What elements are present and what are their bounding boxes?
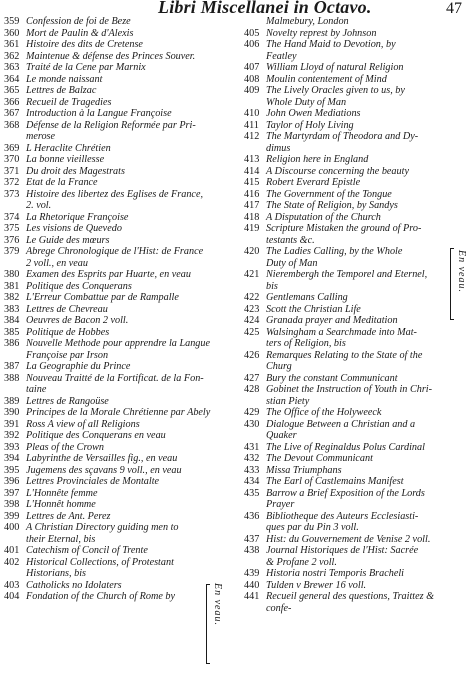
catalog-entry [244, 304, 446, 316]
entry-title: Hist: du Gouvernement de Venise 2 voll. [266, 533, 431, 545]
entry-title: Recueil general des questions, Traittez & confe- [266, 591, 435, 614]
entry-title: Recueil de Tragedies [26, 96, 112, 108]
catalog-entry [244, 350, 446, 373]
entry-title: Le Guide des mœurs [26, 234, 110, 246]
entry-title: The Office of the Holyweeck [266, 407, 382, 418]
entry-number: 402 [4, 556, 20, 568]
entry-title: The Government of the Tongue [266, 188, 392, 200]
entry-number: 439 [244, 568, 260, 579]
entry-title: Confession de foi de Beze [26, 16, 131, 27]
entry-number: 414 [244, 165, 260, 177]
catalog-entry [244, 465, 446, 477]
entry-title: L'Honnêt homme [26, 499, 96, 510]
catalog-entry [244, 177, 446, 189]
entry-number: 440 [244, 579, 260, 591]
entry-number: 376 [4, 234, 20, 246]
entry-number: 375 [4, 223, 20, 234]
catalog-entry [244, 384, 446, 407]
entry-title: Catechism of Concil of Trente [26, 545, 148, 556]
catalog-entry [4, 166, 228, 178]
entry-title: The Ladies Calling, by the Whole Duty of Man [266, 246, 403, 269]
catalog-entry [4, 476, 228, 488]
entry-title: A Disputation of the Church [266, 211, 381, 223]
catalog-entry [4, 177, 228, 189]
catalog-entry [244, 39, 446, 62]
entry-title: Granada prayer and Meditation [266, 315, 398, 326]
entry-title: Ross A view of all Religions [26, 418, 140, 430]
catalog-entry [4, 591, 228, 603]
entry-title: Journal Historiques de l'Hist: Sacrée & Profane 2 voll. [266, 545, 419, 568]
entry-title: La bonne vieillesse [26, 154, 105, 165]
entry-number: 415 [244, 177, 260, 188]
catalog-entry [244, 246, 446, 269]
entry-number: 388 [4, 372, 20, 384]
catalog-entry [4, 51, 228, 63]
entry-title: The Lively Oracles given to us, by Whole Duty of Man [266, 85, 405, 108]
catalog-entry [4, 62, 228, 74]
catalog-entry [4, 39, 228, 51]
entry-title: Histoire des dits de Cretense [26, 39, 143, 50]
entry-number: 395 [4, 464, 20, 476]
catalog-entry [4, 453, 228, 465]
catalog-entry [4, 223, 228, 235]
entry-title: La Rhetorique Françoise [26, 211, 129, 223]
catalog-entry [4, 269, 228, 281]
catalog-entry [4, 522, 228, 545]
entry-number: 409 [244, 85, 260, 96]
catalog-entry [244, 442, 446, 454]
entry-title: Politique des Conquerans [26, 280, 132, 292]
catalog-entry [244, 476, 446, 488]
catalog-entry [244, 407, 446, 419]
entry-number: 370 [4, 154, 20, 165]
catalog-entry [244, 189, 446, 201]
catalog-entry [244, 292, 446, 304]
entry-number: 405 [244, 27, 260, 39]
entry-number: 379 [4, 246, 20, 257]
entry-number: 365 [4, 85, 20, 96]
entry-number: 425 [244, 326, 260, 338]
catalog-entry [244, 131, 446, 154]
catalog-entry [244, 419, 446, 442]
catalog-entry [4, 281, 228, 293]
catalog-entry [4, 315, 228, 327]
entry-title: Politique de Hobbes [26, 326, 110, 338]
entry-title: John Owen Mediations [266, 108, 361, 119]
entry-title: Mort de Paulin & d'Alexis [26, 27, 134, 39]
catalog-entry [244, 154, 446, 166]
catalog-entry [244, 315, 446, 327]
catalog-entry [4, 28, 228, 40]
entry-title: Scripture Mistaken the ground of Pro- testants &c. [266, 223, 422, 246]
entry-number: 386 [4, 338, 20, 349]
catalog-entry [244, 511, 446, 534]
entry-number: 427 [244, 372, 260, 384]
entry-title: L'Erreur Combattue par de Rampalle [26, 292, 179, 303]
catalog-entry [244, 580, 446, 592]
catalog-entry [4, 246, 228, 269]
entry-number: 359 [4, 16, 20, 27]
entry-number: 381 [4, 280, 20, 292]
entry-number: 363 [4, 62, 20, 73]
catalog-entry [244, 223, 446, 246]
catalog-entry [4, 16, 228, 28]
entry-number: 433 [244, 464, 260, 476]
entry-title: The Martyrdam of Theodora and Dy- dimus [266, 131, 419, 154]
catalog-entry [4, 511, 228, 523]
entry-title: Bury the constant Communicant [266, 372, 398, 384]
entry-title: Histoire des libertez des Eglises de France, 2. vol. [26, 188, 204, 211]
catalog-entry [244, 269, 446, 292]
entry-title: Scott the Christian Life [266, 303, 361, 315]
catalog-entry [4, 545, 228, 557]
entry-number: 394 [4, 453, 20, 464]
catalog-entry [244, 212, 446, 224]
catalog-entry [244, 534, 446, 546]
entry-title: Nouveau Traitté de la Fortificat. de la Fon- taine [26, 372, 204, 395]
right-brace [450, 248, 454, 320]
entry-title: The Hand Maid to Devotion, by Featley [266, 39, 396, 62]
catalog-entry [4, 327, 228, 339]
catalog-entry [4, 419, 228, 431]
entry-number: 373 [4, 188, 20, 200]
entry-number: 380 [4, 269, 20, 280]
catalog-entry [244, 568, 446, 580]
entry-number: 441 [244, 591, 260, 602]
catalog-entry [4, 580, 228, 592]
entry-title: Moulin contentement of Mind [266, 73, 387, 85]
entry-title: Introduction à la Langue Françoise [26, 108, 172, 119]
catalog-entry [4, 499, 228, 511]
entry-title: A Christian Directory guiding men to their Eternal, bis [26, 522, 179, 545]
catalog-entry [244, 85, 446, 108]
entry-number: 374 [4, 211, 20, 223]
entry-title: Dialogue Between a Christian and a Quaker [266, 418, 416, 441]
entry-number: 411 [244, 119, 259, 131]
entry-number: 404 [4, 591, 20, 602]
catalog-entry [4, 407, 228, 419]
catalog-entry [4, 430, 228, 442]
entry-number: 429 [244, 407, 260, 418]
entry-number: 400 [4, 522, 20, 533]
catalog-entry [244, 200, 446, 212]
catalog-entry [244, 591, 446, 614]
entry-number: 418 [244, 211, 260, 223]
entry-title: L Heraclite Chrétien [26, 142, 111, 154]
page-number: 47 [446, 0, 462, 17]
catalog-entry [4, 361, 228, 373]
entry-title: Novelty represt by Johnson [266, 27, 377, 39]
entry-title: Labyrinthe de Versailles fig., en veau [26, 453, 178, 464]
entry-title: Robert Everard Epistle [266, 177, 361, 188]
entry-number: 367 [4, 108, 20, 119]
entry-number: 438 [244, 545, 260, 556]
entry-title: Abrege Chronologique de l'Hist: de France 2 voll., en veau [26, 246, 204, 269]
entry-title: L'Honnête femme [26, 487, 98, 499]
catalog-entry [4, 154, 228, 166]
entry-title: William Lloyd of natural Religion [266, 62, 404, 73]
entry-number: 399 [4, 510, 20, 522]
entry-number: 371 [4, 165, 20, 177]
entry-number: 432 [244, 453, 260, 464]
catalog-entry [4, 108, 228, 120]
entry-number: 408 [244, 73, 260, 85]
entry-number: 437 [244, 533, 260, 545]
left-bracket-note: En veau. [212, 583, 223, 626]
catalog-entry [4, 396, 228, 408]
catalog-entry [244, 74, 446, 86]
entry-number: 426 [244, 349, 260, 361]
entry-number: 401 [4, 545, 20, 556]
entry-number: 417 [244, 200, 260, 211]
entry-number: 431 [244, 441, 260, 453]
entry-number: 436 [244, 510, 260, 522]
catalog-entry [4, 557, 228, 580]
entry-title: Défense de la Religion Reformée par Pri- merose [26, 119, 196, 142]
catalog-entry [4, 338, 228, 361]
catalog-entry [244, 488, 446, 511]
right-bracket-note: En veau. [456, 250, 467, 293]
entry-number: 389 [4, 395, 20, 407]
entry-number: 424 [244, 315, 260, 326]
entry-number: 366 [4, 96, 20, 108]
entry-title: Tulden v Brewer 16 voll. [266, 579, 367, 591]
catalog-entry [244, 166, 446, 178]
page-title: Libri Miscellanei in Octavo. [158, 0, 372, 17]
catalog-entry [4, 212, 228, 224]
entry-number: 391 [4, 418, 20, 430]
entry-title: Bibliotheque des Auteurs Ecclesiasti- ques par du Pin 3 voll. [266, 510, 419, 533]
entry-number: 369 [4, 142, 20, 154]
catalog-entry [4, 85, 228, 97]
entry-title: Historical Collections, of Protestant Historians, bis [26, 556, 174, 579]
catalog-entry [4, 74, 228, 86]
entry-number: 396 [4, 476, 20, 487]
entry-title: A Discourse concerning the beauty [266, 165, 409, 177]
catalog-entry [244, 108, 446, 120]
catalog-entry [244, 327, 446, 350]
entry-number: 390 [4, 407, 20, 418]
entry-number: 434 [244, 476, 260, 487]
entry-number: 421 [244, 269, 260, 280]
entry-title: The Live of Reginaldus Polus Cardinal [266, 441, 425, 453]
catalog-entry [244, 28, 446, 40]
entry-title: The State of Religion, by Sandys [266, 200, 398, 211]
entry-number: 413 [244, 154, 260, 165]
entry-title: Walsingham a Searchmade into Mat- ters of Religion, bis [266, 326, 417, 349]
entry-number: 393 [4, 441, 20, 453]
entry-title: The Earl of Castlemains Manifest [266, 476, 404, 487]
entry-number: 435 [244, 487, 260, 499]
entry-number: 406 [244, 39, 260, 50]
entry-title: Religion here in England [266, 154, 369, 165]
entry-number: 410 [244, 108, 260, 119]
entry-number: 407 [244, 62, 260, 73]
entry-title: Taylor of Holy Living [266, 119, 354, 131]
entry-number: 430 [244, 418, 260, 430]
entry-title: Politique des Conquerans en veau [26, 430, 166, 441]
entry-number: 385 [4, 326, 20, 338]
entry-title: Lettres de Rangoüse [26, 395, 109, 407]
catalog-entry [244, 120, 446, 132]
entry-number: 372 [4, 177, 20, 188]
entry-number: 362 [4, 50, 20, 62]
entry-title: Lettres de Balzac [26, 85, 97, 96]
entry-title: Examen des Esprits par Huarte, en veau [26, 269, 191, 280]
entry-number: 361 [4, 39, 20, 50]
entry-number: 416 [244, 188, 260, 200]
entry-title: Jugemens des sçavans 9 voll., en veau [26, 464, 182, 476]
entry-title: Les visions de Quevedo [26, 223, 122, 234]
catalog-entry [4, 373, 228, 396]
entry-title: Maintenue & défense des Princes Souver. [26, 50, 196, 62]
catalog-entry [4, 304, 228, 316]
entry-title: Malmebury, London [266, 16, 349, 27]
entry-number: 422 [244, 292, 260, 303]
right-column [244, 16, 446, 614]
entry-number: 398 [4, 499, 20, 510]
entry-title: Fondation of the Church of Rome by [26, 591, 176, 602]
entry-number: 387 [4, 361, 20, 372]
entry-title: Le monde naissant [26, 73, 103, 85]
entry-number: 384 [4, 315, 20, 326]
catalog-entry [4, 189, 228, 212]
entry-title: Remarques Relating to the State of the Churg [266, 349, 423, 372]
catalog-entry [244, 373, 446, 385]
catalog-entry [4, 442, 228, 454]
entry-title: Nierembergh the Temporel and Eternel, bis [266, 269, 428, 292]
catalog-entry [4, 292, 228, 304]
entry-title: Oeuvres de Bacon 2 voll. [26, 315, 129, 326]
entry-number: 364 [4, 73, 20, 85]
catalog-entry [244, 453, 446, 465]
entry-number: 360 [4, 27, 20, 39]
entry-number: 392 [4, 430, 20, 441]
left-column [4, 16, 228, 603]
entry-title: Etat de la France [26, 177, 98, 188]
catalog-entry [244, 545, 446, 568]
catalog-entry [244, 62, 446, 74]
entry-title: Principes de la Morale Chrétienne par Abely [26, 407, 211, 418]
catalog-entry [4, 143, 228, 155]
entry-number: 419 [244, 223, 260, 234]
left-brace [206, 584, 210, 664]
entry-title: Catholicks no Idolaters [26, 579, 122, 591]
entry-title: Pleas of the Crown [26, 441, 105, 453]
catalog-entry [4, 235, 228, 247]
entry-number: 397 [4, 487, 20, 499]
entry-title: Lettres de Chevreau [26, 303, 108, 315]
catalog-entry [244, 16, 446, 28]
entry-title: Traité de la Cene par Marnix [26, 62, 146, 73]
entry-number: 428 [244, 384, 260, 395]
entry-number: 368 [4, 119, 20, 131]
entry-title: Gobinet the Instruction of Youth in Chri- stian Piety [266, 384, 433, 407]
catalog-entry [4, 465, 228, 477]
entry-title: Nouvelle Methode pour apprendre la Langue Françoise par Irson [26, 338, 211, 361]
entry-number: 403 [4, 579, 20, 591]
entry-title: Gentlemans Calling [266, 292, 348, 303]
entry-number: 412 [244, 131, 260, 142]
entry-number: 382 [4, 292, 20, 303]
entry-title: Du droit des Magestrats [26, 165, 125, 177]
entry-title: La Geographie du Prince [26, 361, 131, 372]
entry-number: 420 [244, 246, 260, 257]
entry-title: Lettres de Ant. Perez [26, 510, 111, 522]
catalog-entry [4, 120, 228, 143]
entry-number: 423 [244, 303, 260, 315]
entry-number: 383 [4, 303, 20, 315]
entry-title: Missa Triumphans [266, 464, 342, 476]
catalog-entry [4, 97, 228, 109]
entry-title: Barrow a Brief Exposition of the Lords Prayer [266, 487, 425, 510]
catalog-entry [4, 488, 228, 500]
entry-title: Historia nostri Temporis Bracheli [266, 568, 405, 579]
entry-title: The Devout Communicant [266, 453, 373, 464]
entry-title: Lettres Provinciales de Montalte [26, 476, 160, 487]
